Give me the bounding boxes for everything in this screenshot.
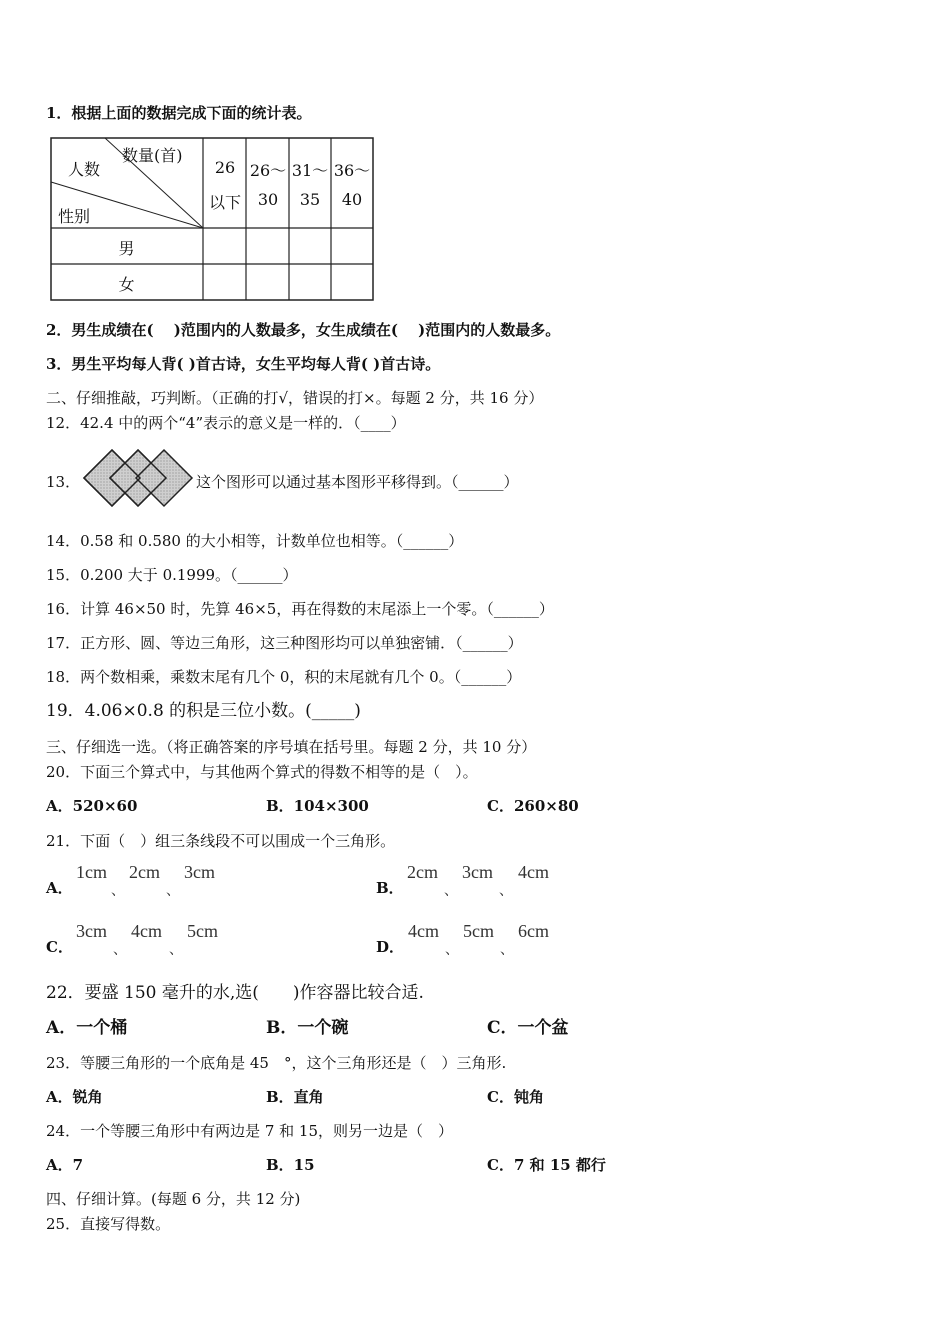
q21-b-length-3: 4cm — [518, 862, 549, 882]
q21-a-sep-2: 、 — [166, 883, 180, 899]
q22-option-c: C．一个盆 — [487, 1018, 569, 1038]
q23-option-c: C．钝角 — [487, 1088, 544, 1106]
q20-option-a: A．520×60 — [46, 797, 138, 815]
q21-option-c-label: C． — [46, 938, 73, 956]
q21-d-sep-1: 、 — [445, 942, 459, 958]
q23-option-b: B．直角 — [266, 1088, 324, 1106]
q21-b-length-2: 3cm — [462, 862, 493, 882]
col-header-1-top: 26 — [214, 158, 236, 177]
diagonal-header-gender: 性别 — [58, 207, 91, 226]
question-15: 15．0.200 大于 0.1999。（______） — [46, 566, 298, 584]
q20-option-c: C．260×80 — [487, 797, 579, 815]
overlapping-diamonds-figure — [82, 448, 194, 508]
q24-option-b: B．15 — [266, 1156, 315, 1174]
question-14: 14．0.58 和 0.580 的大小相等，计数单位也相等。（______） — [46, 532, 464, 550]
q21-d-length-3: 6cm — [518, 921, 549, 941]
col-header-1-bottom: 以下 — [208, 193, 241, 212]
q21-b-sep-1: 、 — [444, 883, 458, 899]
statistics-table — [50, 137, 374, 301]
question-16: 16．计算 46×50 时，先算 46×5，再在得数的末尾添上一个零。（______） — [46, 600, 554, 618]
q21-d-sep-2: 、 — [500, 942, 514, 958]
question-23: 23．等腰三角形的一个底角是 45 °，这个三角形还是（ ）三角形. — [46, 1054, 507, 1072]
q21-b-length-1: 2cm — [407, 862, 438, 882]
question-2: 2．男生成绩在( )范围内的人数最多，女生成绩在( )范围内的人数最多。 — [46, 321, 561, 339]
q23-option-a: A．锐角 — [46, 1088, 103, 1106]
q21-d-length-1: 4cm — [408, 921, 439, 941]
q21-b-sep-2: 、 — [499, 883, 513, 899]
question-25: 25．直接写得数。 — [46, 1215, 171, 1233]
q21-option-d-label: D． — [376, 938, 405, 956]
question-13-text: 这个图形可以通过基本图形平移得到。（______） — [196, 473, 519, 491]
q22-option-a: A．一个桶 — [46, 1018, 128, 1038]
question-3: 3．男生平均每人背( )首古诗，女生平均每人背( )首古诗。 — [46, 355, 441, 373]
col-header-3-top: 31～ — [291, 161, 329, 180]
row-label-male: 男 — [118, 239, 135, 258]
col-header-2-top: 26～ — [249, 161, 287, 180]
question-22: 22．要盛 150 毫升的水,选( )作容器比较合适. — [46, 983, 424, 1003]
q21-c-length-2: 4cm — [131, 921, 162, 941]
question-17: 17．正方形、圆、等边三角形，这三种图形均可以单独密铺．（______） — [46, 634, 523, 652]
q24-option-a: A．7 — [46, 1156, 84, 1174]
q21-c-length-1: 3cm — [76, 921, 107, 941]
q21-c-sep-1: 、 — [113, 942, 127, 958]
q21-option-b-label: B． — [376, 879, 404, 897]
question-20: 20．下面三个算式中，与其他两个算式的得数不相等的是（ ）。 — [46, 763, 478, 781]
q22-option-b: B．一个碗 — [266, 1018, 349, 1038]
col-header-3-bottom: 35 — [299, 190, 321, 209]
col-header-2-bottom: 30 — [257, 190, 279, 209]
q21-a-length-1: 1cm — [76, 862, 107, 882]
q21-a-length-2: 2cm — [129, 862, 160, 882]
q21-option-a-label: A． — [46, 879, 73, 897]
question-24: 24．一个等腰三角形中有两边是 7 和 15，则另一边是（ ） — [46, 1122, 454, 1140]
col-header-4-top: 36～ — [333, 161, 371, 180]
diagonal-header-people: 人数 — [68, 160, 101, 179]
question-12: 12．42.4 中的两个“4”表示的意义是一样的．（____） — [46, 414, 406, 432]
question-21: 21．下面（ ）组三条线段不可以围成一个三角形。 — [46, 832, 396, 850]
q21-c-length-3: 5cm — [187, 921, 218, 941]
section-2-heading: 二、仔细推敲，巧判断。（正确的打√，错误的打×。每题 2 分，共 16 分） — [46, 389, 544, 407]
question-1: 1．根据上面的数据完成下面的统计表。 — [46, 104, 312, 122]
q21-a-length-3: 3cm — [184, 862, 215, 882]
q21-c-sep-2: 、 — [169, 942, 183, 958]
section-3-heading: 三、仔细选一选。（将正确答案的序号填在括号里。每题 2 分，共 10 分） — [46, 738, 537, 756]
section-4-heading: 四、仔细计算。(每题 6 分，共 12 分) — [46, 1190, 301, 1208]
row-label-female: 女 — [118, 275, 135, 294]
q21-d-length-2: 5cm — [463, 921, 494, 941]
q21-a-sep-1: 、 — [111, 883, 125, 899]
q20-option-b: B．104×300 — [266, 797, 369, 815]
col-header-4-bottom: 40 — [341, 190, 363, 209]
question-18: 18．两个数相乘，乘数末尾有几个 0，积的末尾就有几个 0。（______） — [46, 668, 522, 686]
question-19: 19．4.06×0.8 的积是三位小数。(_____) — [46, 701, 361, 721]
diagonal-header-quantity: 数量(首) — [122, 146, 183, 165]
q24-option-c: C．7 和 15 都行 — [487, 1156, 606, 1174]
question-13-number: 13． — [46, 473, 81, 491]
